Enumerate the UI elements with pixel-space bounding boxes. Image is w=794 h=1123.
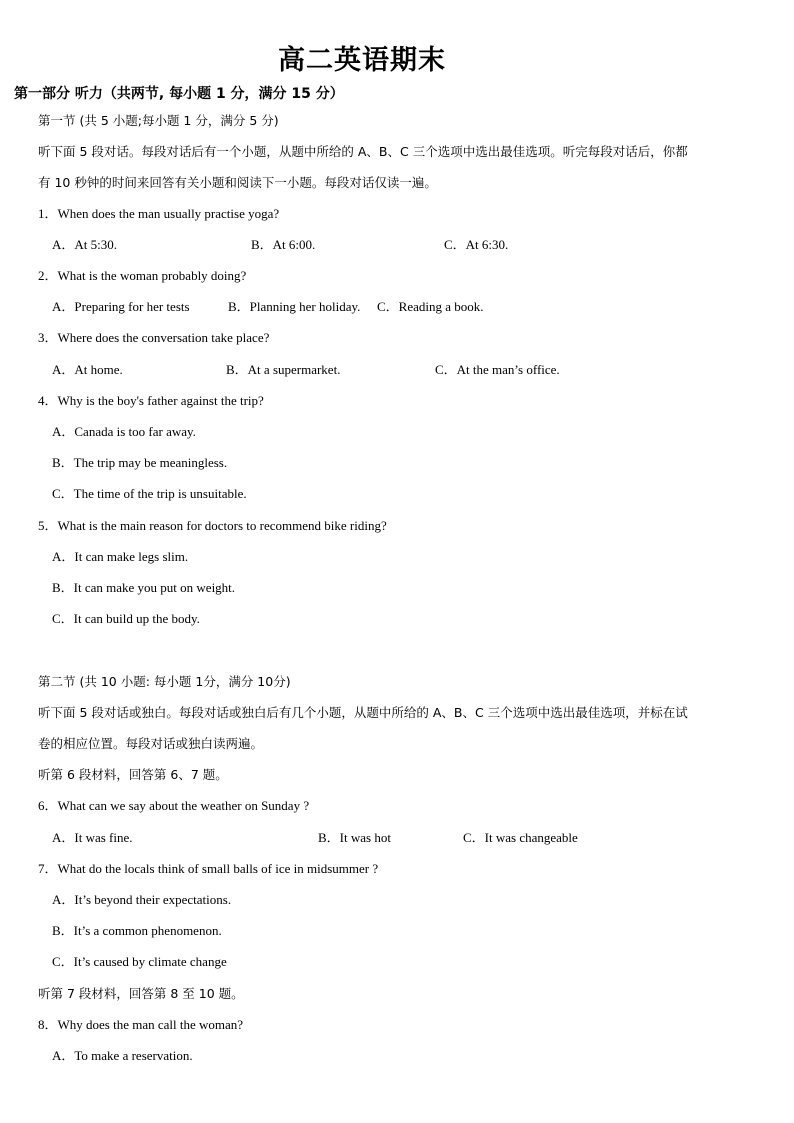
option-a: A．It’s beyond their expectations. <box>52 892 232 907</box>
question-stem: 2．What is the woman probably doing? <box>38 268 247 283</box>
option-c: C．At 6:30. <box>444 237 509 252</box>
part1-heading: 第一部分 听力（共两节, 每小题 1 分，满分 15 分） <box>14 86 344 102</box>
question-stem: 5．What is the main reason for doctors to recommend bike riding? <box>38 518 387 533</box>
option-b: B．At a supermarket. <box>226 362 341 377</box>
material-6-label: 听第 6 段材料，回答第 6、7 题。 <box>38 767 228 782</box>
section1-instructions: 听下面 5 段对话。每段对话后有一个小题，从题中所给的 A、B、C 三个选项中选出最佳选项。听完每段对话后，你都 <box>38 144 688 159</box>
page-title: 高二英语期末 <box>278 45 446 76</box>
option-c: C．Reading a book. <box>377 299 484 314</box>
option-c: C．It can build up the body. <box>52 611 200 626</box>
option-b: B．It was hot <box>318 830 391 845</box>
section2-heading: 第二节 (共 10 小题: 每小题 1分，满分 10分) <box>38 674 291 689</box>
option-a: A．It was fine. <box>52 830 133 845</box>
option-a: A．To make a reservation. <box>52 1048 193 1063</box>
option-c: C．It was changeable <box>463 830 578 845</box>
question-stem: 4．Why is the boy's father against the trip? <box>38 393 264 408</box>
option-b: B．At 6:00. <box>251 237 316 252</box>
option-a: A．At home. <box>52 362 123 377</box>
option-c: C．At the man’s office. <box>435 362 560 377</box>
section1-instructions-cont: 有 10 秒钟的时间来回答有关小题和阅读下一小题。每段对话仅读一遍。 <box>38 175 437 190</box>
option-b: B．It’s a common phenomenon. <box>52 923 222 938</box>
section2-instructions-cont: 卷的相应位置。每段对话或独白读两遍。 <box>38 736 264 751</box>
option-a: A．It can make legs slim. <box>52 549 189 564</box>
question-stem: 3．Where does the conversation take place? <box>38 330 270 345</box>
option-a: A．At 5:30. <box>52 237 118 252</box>
question-stem: 7．What do the locals think of small balls of ice in midsummer ? <box>38 861 379 876</box>
option-b: B．Planning her holiday. <box>228 299 361 314</box>
option-b: B．It can make you put on weight. <box>52 580 236 595</box>
question-stem: 1．When does the man usually practise yoga? <box>38 206 280 221</box>
option-c: C．It’s caused by climate change <box>52 954 227 969</box>
section1-heading: 第一节 (共 5 小题;每小题 1 分，满分 5 分) <box>38 113 279 128</box>
section2-instructions: 听下面 5 段对话或独白。每段对话或独白后有几个小题，从题中所给的 A、B、C 三个选项中选出最佳选项，并标在试 <box>38 705 688 720</box>
option-a: A．Canada is too far away. <box>52 424 196 439</box>
option-b: B．The trip may be meaningless. <box>52 455 228 470</box>
option-c: C．The time of the trip is unsuitable. <box>52 486 247 501</box>
question-stem: 8．Why does the man call the woman? <box>38 1017 244 1032</box>
question-stem: 6．What can we say about the weather on Sunday ? <box>38 798 310 813</box>
option-a: A．Preparing for her tests <box>52 299 190 314</box>
material-7-label: 听第 7 段材料，回答第 8 至 10 题。 <box>38 986 244 1001</box>
